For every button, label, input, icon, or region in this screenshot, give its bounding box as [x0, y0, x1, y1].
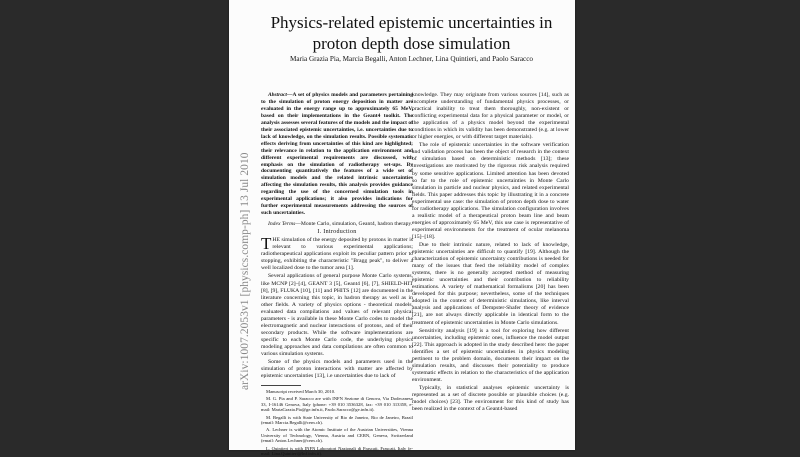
intro-paragraph [261, 234, 413, 272]
footnotes [261, 385, 413, 457]
footnote: M. Begalli is with State University of Rio de Janeiro, Rio de Janeiro, Brazil (email: Marcia.Begalli@cern.ch). [261, 414, 413, 426]
drop-cap: T [261, 234, 272, 254]
body-paragraph-3: Due to their intrinsic nature, related to lack of knowledge, epistemic uncertainties are difficult to quantify [19]. Although the characterization of epistemic uncertainty contributions is needed for many of the issues that feed the reliability model of complex systems, there is no generally accepted method of measuring epistemic uncertainties and their contribution to reliability estimations. A variety of mathematical formalisms [20] has been developed for this purpose; nevertheless, some of the techniques adopted in the context of deterministic simulations, like interval analysis and applications of Dempster-Shafer theory of evidence [21], are not always directly applicable in identical form to the treatment of epistemic uncertainties in Monte Carlo simulations. [412, 241, 569, 326]
footnote: A. Lechner is with the Atomic Institute of the Austrian Universities, Vienna University of Technology, Vienna, Austria and CERN, Geneva, Switzerland (email: Anton.Lechner@cern.ch). [261, 427, 413, 444]
arxiv-stamp [237, 70, 259, 390]
section-heading: I. Introduction [317, 229, 357, 236]
arxiv-id[interactable]: arXiv:1007.2053v1 [physics.comp-ph] 13 Jul 2010 [239, 152, 251, 390]
body-paragraph-4: Sensitivity analysis [19] is a tool for exploring how different uncertainties, including epistemic ones, influence the model output [22]. This approach is adopted in the study described here: the paper identifies a set of epistemic uncertainties in physics modeling pertinent to the problem domain, documents their impact on the simulation results, and discusses their potentiality to produce systematic effects in relation to the characteristics of the application environment. [412, 327, 569, 383]
body-paragraph-1: knowledge. They may originate from various sources [14], such as incomplete understanding of fundamental physics processes, or practical inability to treat them thoroughly, non-existent or conflicting experimental data for a physical parameter or model, or the application of a physics model beyond the experimental conditions in which its validity has been demonstrated (e.g. at lower or higher energies, or with different target materials). [412, 92, 569, 141]
footnote: M. G. Pia and P. Saracco are with INFN Sezione di Genova, Via Dodecaneso 33, I-16146 Genova, Italy (phone: +39 010 3536328, fax: +39 010 313358, e-mail: MariaGrazia.Pia@ge.infn.it, Paolo.Saracco@ge.infn.it). [261, 396, 413, 413]
intro-paragraph-1: HE simulation of the energy deposited by protons in matter is relevant to various experimental applications; radiotherapeutical applications exploit its peculiar pattern prior to stopping, exhibiting the characteristic "Bragg peak", to deliver a well localized dose to the tumor area [1]. [261, 237, 413, 272]
paper-title: Physics-related epistemic uncertainties in proton depth dose simulation [270, 13, 553, 53]
body-paragraph-5: Typically, in statistical analyses epistemic uncertainty is represented as a set of discrete possible or plausible choices (e.g. model choices) [23]. The environment for this kind of study has been realized in the context of a Geant4-based [412, 384, 569, 413]
abstract-text: —A set of physics models and parameters pertaining to the simulation of proton energy deposition in matter are evaluated in the energy range up to approximately 65 MeV, based on their implementations in the Geant4 toolkit. The analysis assesses several features of the models and the impact of their associated epistemic uncertainties, i.e. uncertainties due to lack of knowledge, on the simulation results. Possible systematic effects deriving from uncertainties of this kind are highlighted; their relevance in relation to the application environment and different experimental requirements are discussed, with emphasis on the simulation of radiotherapy set-ups. By documenting quantitatively the features of a wide set of simulation models and the related intrinsic uncertainties affecting the simulation results, this analysis provides guidance regarding the use of the concerned simulation tools in experimental applications; it also provides indications for further experimental measurements addressing the sources of such uncertainties. [261, 92, 413, 217]
paper-page [229, 0, 575, 457]
left-column [261, 92, 413, 457]
abstract-label: Abstract [268, 92, 287, 98]
footnote: Manuscript received March 30, 2010. [266, 389, 336, 395]
intro-paragraph-2: Several applications of general purpose Monte Carlo systems, like MCNP [2]–[4], GEANT 3 [5], Geant4 [6], [7], SHIELD-HIT [8], [9], FLUKA [10], [11] and PHITS [12] are documented in the literature concerning this topic, in hadron therapy as well as in other fields. A variety of physics options - theoretical models, evaluated data compilations and values of relevant physical parameters - is available in these Monte Carlo codes to model the electromagnetic and nuclear interactions of protons, and of their secondary products. While the software implementations are specific to each Monte Carlo code, the underlying physics modeling approaches and data compilations are often common to various simulation systems. [261, 273, 413, 357]
index-terms-text: —Monte Carlo, simulation, Geant4, hadron therapy. [295, 221, 413, 228]
right-column [412, 92, 569, 447]
author-list: Maria Grazia Pia, Marcia Begalli, Anton Lechner, Lina Quintieri, and Paolo Saracco [289, 55, 533, 63]
footnote: L. Quintieri is with INFN Laboratori Nazionali di Frascati, Frascati, Italy (e-mail: Lina.Quintieri@lnf.infn.it). [261, 445, 413, 457]
intro-paragraph-3: Some of the physics models and parameters used in the simulation of proton interactions with matter are affected by epistemic uncertainties [13], i.e uncertainties due to lack of [261, 359, 413, 380]
body-paragraph-2: The role of epistemic uncertainties in the software verification and validation process has been the object of research in the context of simulation based on deterministic methods [13]; these investigations are motivated by the rigorous risk analysis required by some sensitive applications. Limited attention has been devoted so far to the role of epistemic uncertainties in Monte Carlo simulation in particle and nuclear physics, and related experimental fields. This paper addresses this topic by illustrating it in a concrete experimental use case: the simulation of proton depth dose to water for radiotherapy applications. The simulation configuration involves a realistic model of a therapeutical proton beam line and beam energies of approximately 65 MeV, this use case is representative of experimental environments for the treatment of ocular melanoma [15]–[18]. [412, 142, 569, 240]
index-terms-label: Index Terms [268, 221, 296, 228]
index-terms [261, 221, 413, 228]
abstract [261, 92, 413, 217]
footnote-divider [261, 385, 301, 386]
